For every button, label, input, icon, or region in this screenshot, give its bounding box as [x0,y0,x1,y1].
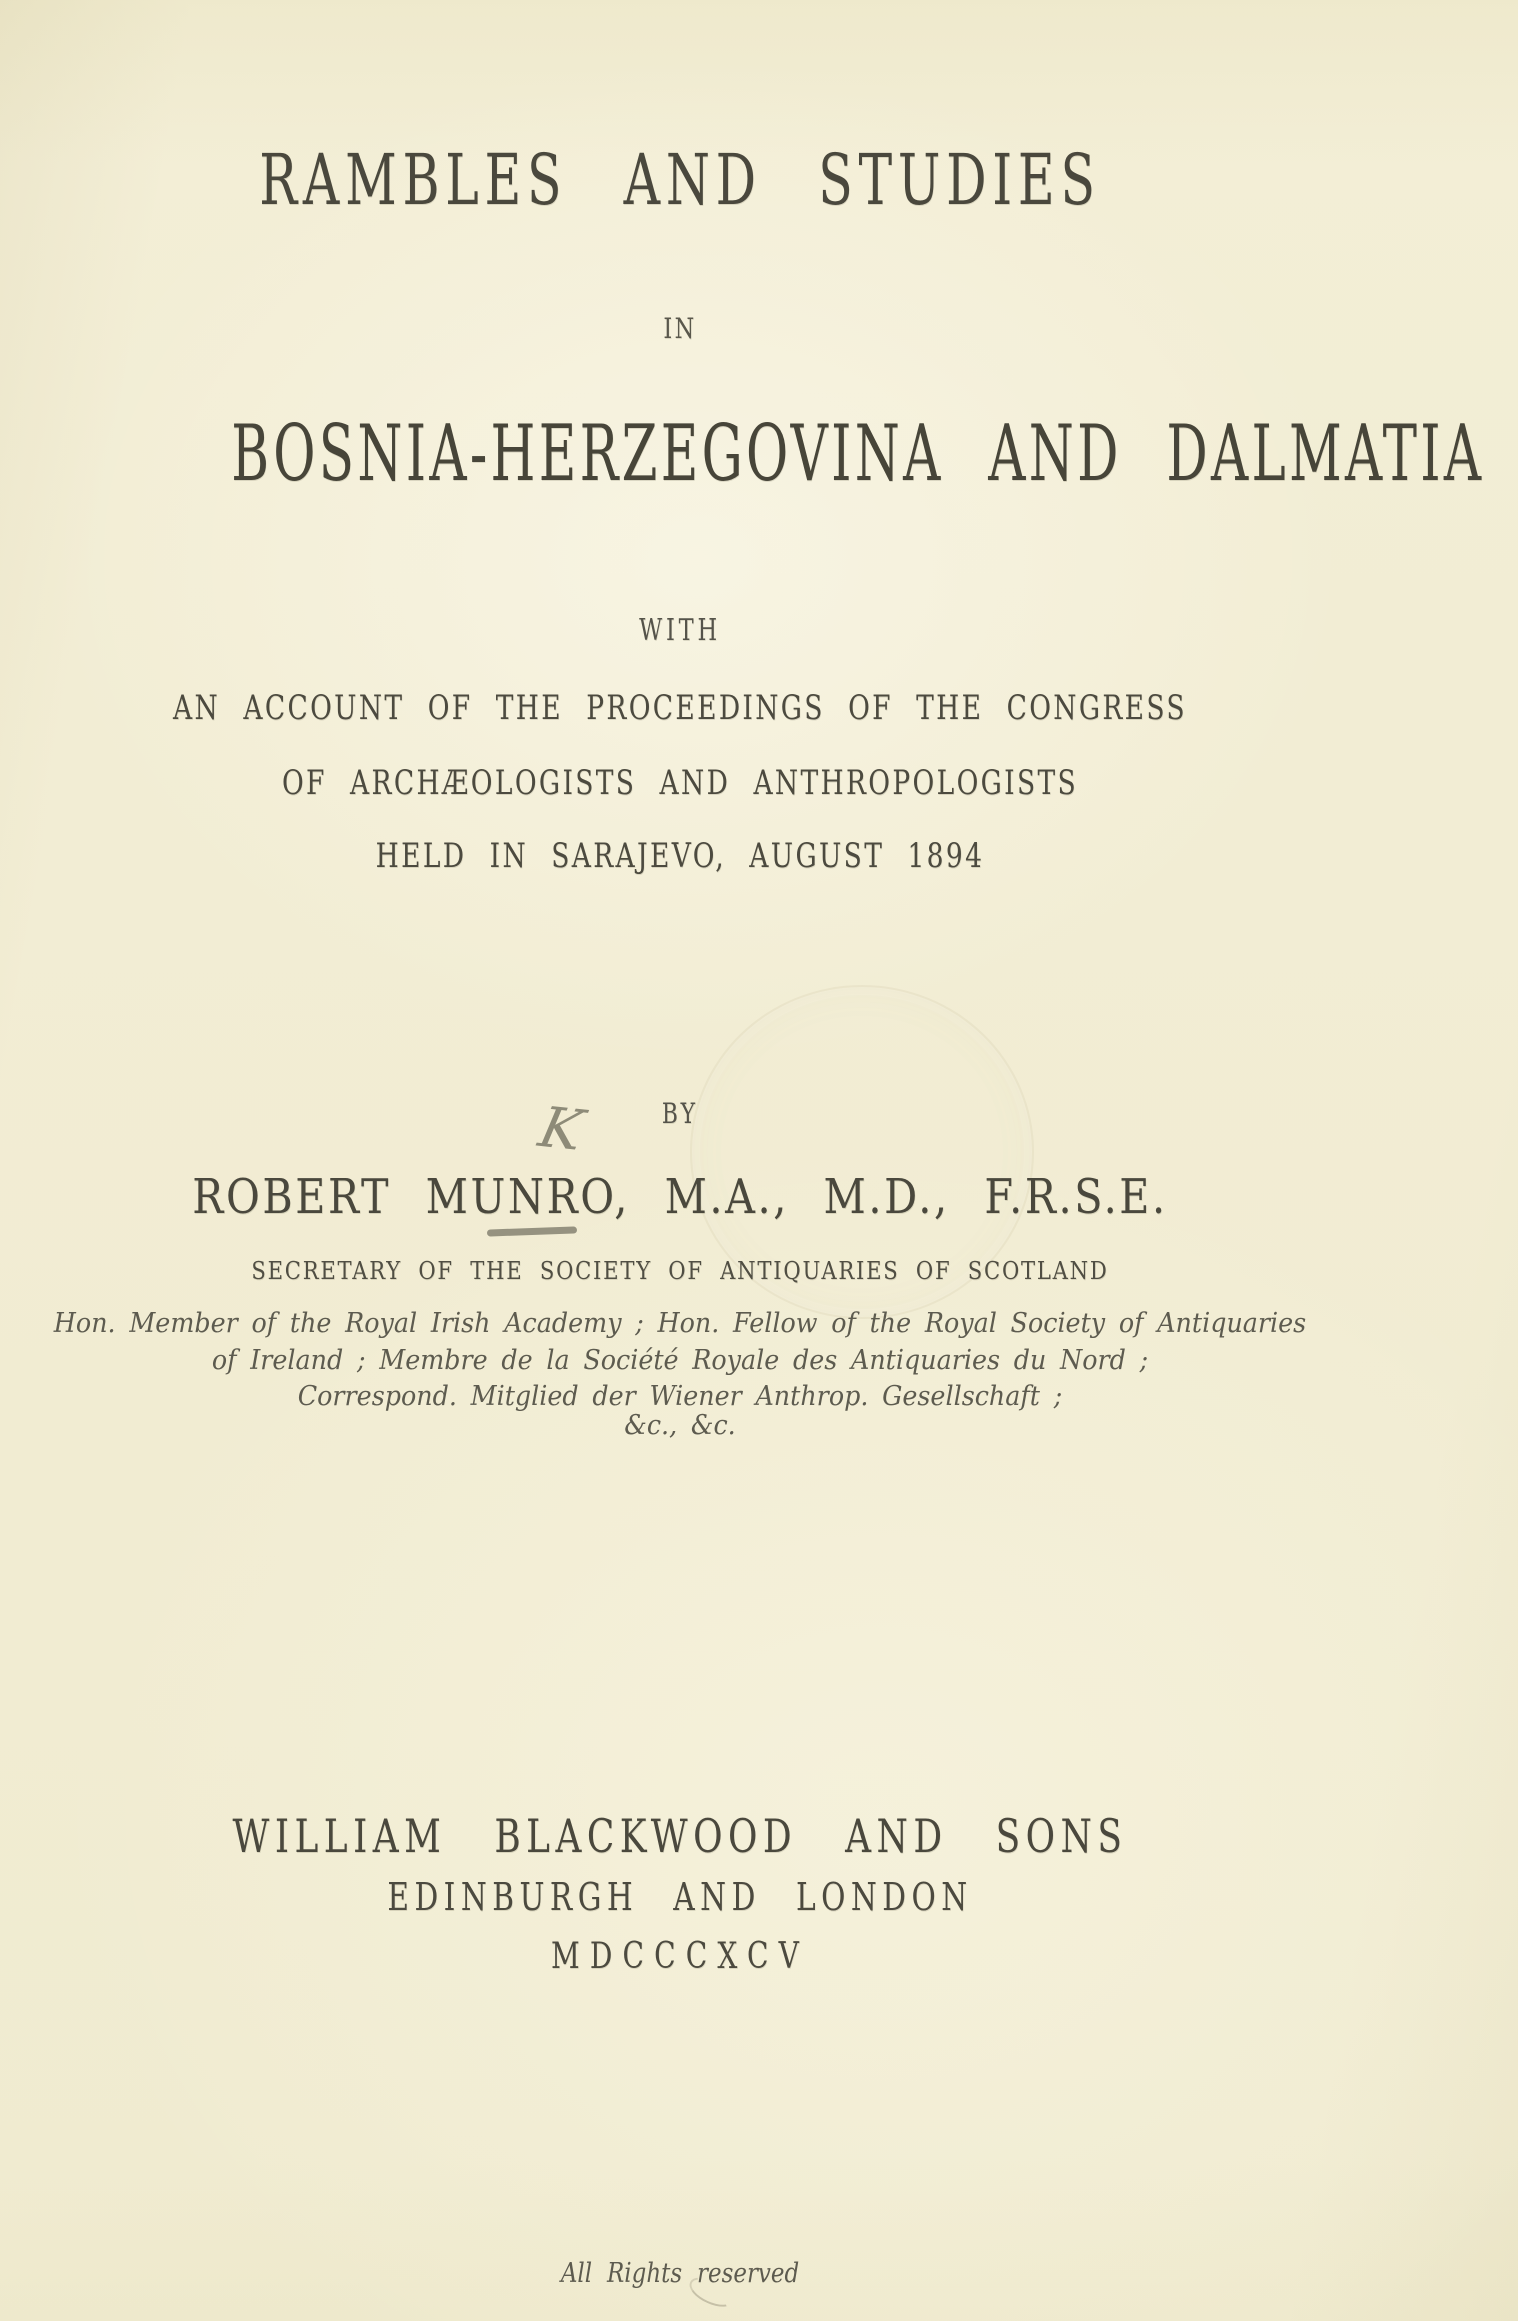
subtitle-line-1: AN ACCOUNT OF THE PROCEEDINGS OF THE CONGRESS [173,688,1187,728]
subtitle-line-3: HELD IN SARAJEVO, AUGUST 1894 [375,836,985,876]
series-title: RAMBLES AND STUDIES [259,139,1101,221]
credentials-line-1: Hon. Member of the Royal Irish Academy ; Hon. Fellow of the Royal Society of Antiquaries [53,1308,1307,1339]
handwritten-k-mark: K [533,1095,589,1164]
author-title: SECRETARY OF THE SOCIETY OF ANTIQUARIES OF SCOTLAND [251,1257,1109,1285]
title-connector: IN [663,312,697,345]
main-title: BOSNIA-HERZEGOVINA AND DALMATIA [231,409,1485,499]
credentials-line-4: &c., &c. [624,1410,736,1441]
publication-year-roman: MDCCCXCV [550,1936,810,1977]
pencil-underline-mark [487,1226,577,1236]
author-name: ROBERT MUNRO, M.A., M.D., F.R.S.E. [192,1169,1168,1225]
subtitle-line-2: OF ARCHÆOLOGISTS AND ANTHROPOLOGISTS [281,763,1079,803]
credentials-line-2: of Ireland ; Membre de la Société Royale des Antiquaries du Nord ; [211,1345,1149,1376]
credentials-line-3: Correspond. Mitglied der Wiener Anthrop. Gesellschaft ; [297,1381,1063,1412]
by-label: BY [661,1097,699,1130]
publisher-name: WILLIAM BLACKWOOD AND SONS [232,1809,1128,1863]
with-label: WITH [639,613,721,648]
rights-notice: All Rights reserved [560,2258,800,2289]
publisher-location: EDINBURGH AND LONDON [387,1875,973,1919]
